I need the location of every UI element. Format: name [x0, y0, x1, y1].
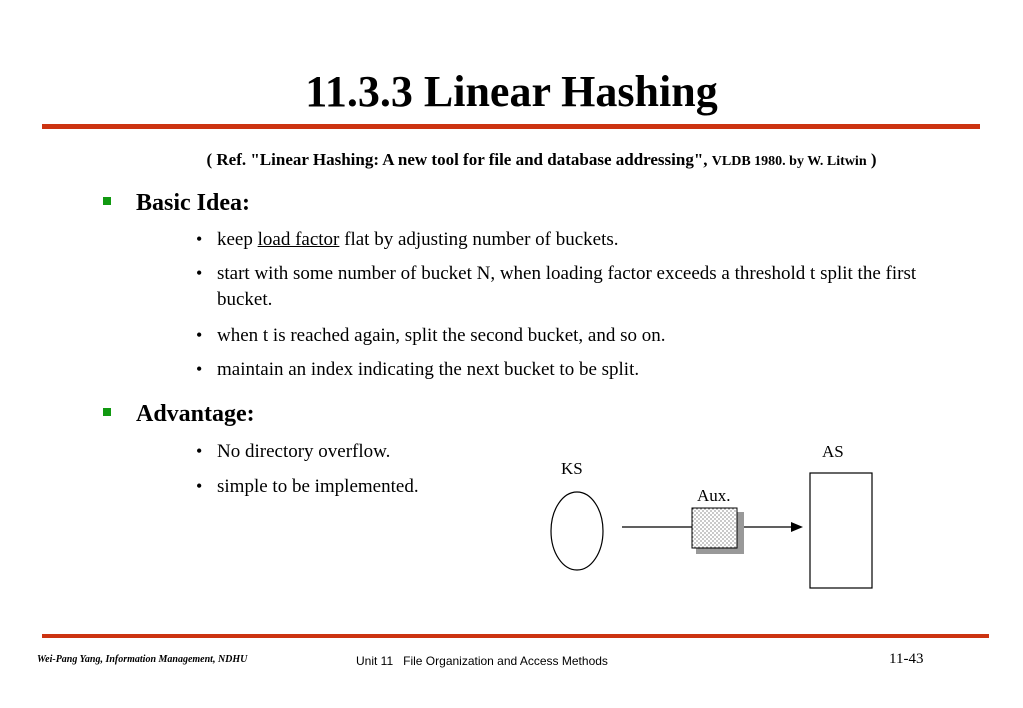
- reference-main: ( Ref. "Linear Hashing: A new tool for file and database addressing",: [206, 150, 708, 169]
- load-factor-term: load factor: [257, 229, 340, 250]
- footer-unit: [356, 654, 608, 668]
- bullet-simple: simple to be implemented.: [217, 476, 419, 497]
- arrow-head: [791, 522, 803, 532]
- ks-label: KS: [561, 459, 583, 478]
- bullet-dot: •: [196, 229, 203, 249]
- ks-ellipse: [551, 492, 603, 570]
- bullet-dot: •: [196, 441, 203, 461]
- reference-line: [0, 149, 1023, 173]
- footer-author: Wei-Pang Yang, Information Management, NDHU: [37, 654, 248, 665]
- footer-rule: [42, 634, 989, 638]
- bullet-dot: •: [196, 325, 203, 345]
- as-label: AS: [822, 442, 844, 461]
- bullet-dot: •: [196, 476, 203, 496]
- aux-box-shadow: [696, 512, 744, 554]
- slide-title: 11.3.3 Linear Hashing: [305, 67, 718, 116]
- reference-venue: VLDB 1980. by W. Litwin: [711, 154, 867, 169]
- bullet-dot: •: [196, 359, 203, 379]
- bullet-split-first: start with some number of bucket N, when loading factor exceeds a threshold t split the first bucket.: [217, 263, 917, 310]
- footer-unit-number: Unit 11: [356, 654, 394, 668]
- section-bullet-square: [103, 408, 111, 416]
- as-box: [810, 473, 872, 588]
- bullet-text: flat by adjusting number of buckets.: [339, 229, 619, 250]
- bullet-dot: •: [196, 263, 203, 283]
- section-heading-advantage: Advantage:: [136, 401, 255, 427]
- section-heading-basic-idea: Basic Idea:: [136, 190, 250, 216]
- aux-label: Aux.: [697, 486, 731, 505]
- bullet-index: maintain an index indicating the next bucket to be split.: [217, 359, 640, 380]
- bullet-no-overflow: No directory overflow.: [217, 441, 391, 462]
- page-number: 11-43: [889, 651, 924, 667]
- bullet-load-factor: [217, 227, 987, 253]
- aux-box: [692, 508, 737, 548]
- title-rule: [42, 124, 980, 129]
- bullet-split-second: when t is reached again, split the second bucket, and so on.: [217, 325, 666, 346]
- bullet-text: keep: [217, 229, 258, 250]
- reference-close: ): [870, 150, 877, 169]
- footer-unit-title: File Organization and Access Methods: [403, 654, 608, 668]
- section-bullet-square: [103, 197, 111, 205]
